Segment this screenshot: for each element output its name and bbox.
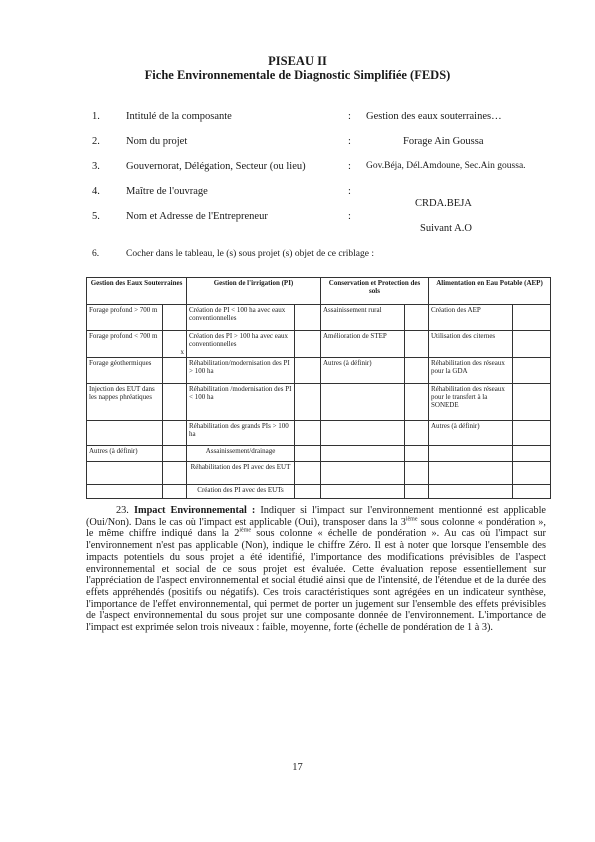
field-colon: : <box>348 111 351 122</box>
checkbox-cell[interactable] <box>163 421 187 446</box>
checkbox-cell[interactable] <box>295 484 321 498</box>
checkbox-cell[interactable] <box>163 304 187 331</box>
table-cell: Réhabilitation des grands PIs > 100 ha <box>187 421 295 446</box>
table-row <box>87 304 551 331</box>
field-label: Maître de l'ouvrage <box>126 186 208 197</box>
instruction-line <box>92 249 374 259</box>
table-row <box>87 484 551 498</box>
criblage-table <box>86 277 551 499</box>
checkbox-cell[interactable] <box>405 462 429 485</box>
checkbox-cell[interactable] <box>513 462 551 485</box>
table-cell <box>87 421 163 446</box>
table-cell <box>321 421 405 446</box>
field-number: 5. <box>92 211 100 222</box>
table-cell: Réhabilitation des PI avec des EUT <box>187 462 295 485</box>
checkbox-cell[interactable] <box>163 484 187 498</box>
checkbox-cell[interactable] <box>405 304 429 331</box>
field-number: 3. <box>92 161 100 172</box>
checkbox-cell[interactable] <box>513 484 551 498</box>
checkbox-cell[interactable] <box>405 331 429 358</box>
checkbox-cell[interactable] <box>163 445 187 461</box>
table-cell: Utilisation des citernes <box>429 331 513 358</box>
table-cell: Création de PI < 100 ha avec eaux conventionnelles <box>187 304 295 331</box>
table-cell: Réhabilitation des réseaux pour le transfert à la SONEDE <box>429 384 513 421</box>
paragraph-text: Indiquer si l'impact sur l'environnement mentionné est applicable (Oui/Non). Dans le cas où l'impact est applicable (Oui), transposer dans la 3 <box>86 505 546 528</box>
checkbox-cell[interactable] <box>163 384 187 421</box>
checkbox-cell[interactable] <box>405 384 429 421</box>
table-row <box>87 331 551 358</box>
table-cell: Réhabilitation /modernisation des PI < 100 ha <box>187 384 295 421</box>
table-cell: Création des AEP <box>429 304 513 331</box>
checkbox-cell[interactable] <box>405 357 429 384</box>
checkbox-cell[interactable] <box>295 357 321 384</box>
checkbox-cell[interactable] <box>513 445 551 461</box>
table-cell <box>321 484 405 498</box>
field-value: Gestion des eaux souterraines… <box>366 111 502 122</box>
table-cell <box>321 384 405 421</box>
table-cell: Forage géothermiques <box>87 357 163 384</box>
impact-paragraph <box>86 505 546 634</box>
checkbox-cell[interactable] <box>405 421 429 446</box>
table-cell: Autres (à définir) <box>87 445 163 461</box>
field-value: Suivant A.O <box>420 223 472 234</box>
paragraph-number: 23. <box>116 505 129 516</box>
table-cell: Forage profond < 700 m <box>87 331 163 358</box>
field-number: 4. <box>92 186 100 197</box>
instruction-text: Cocher dans le tableau, le (s) sous projet (s) objet de ce criblage : <box>126 249 374 259</box>
superscript: ième <box>405 516 418 523</box>
instruction-number: 6. <box>92 249 100 259</box>
table-cell: Autres (à définir) <box>321 357 405 384</box>
field-colon: : <box>348 186 351 197</box>
table-row <box>87 357 551 384</box>
checkbox-cell[interactable] <box>295 445 321 461</box>
checkbox-cell[interactable] <box>295 421 321 446</box>
field-label: Intitulé de la composante <box>126 111 232 122</box>
checkbox-cell[interactable] <box>513 331 551 358</box>
table-cell: Réhabilitation/modernisation des PI > 100 ha <box>187 357 295 384</box>
field-colon: : <box>348 161 351 172</box>
table-cell <box>321 445 405 461</box>
checkbox-cell[interactable] <box>513 421 551 446</box>
table-cell <box>429 462 513 485</box>
checkbox-cell[interactable] <box>295 331 321 358</box>
table-header: Alimentation en Eau Potable (AEP) <box>429 278 551 305</box>
table-cell: Création des PI avec des EUTs <box>187 484 295 498</box>
checkbox-cell[interactable] <box>295 384 321 421</box>
table-cell: Réhabilitation des réseaux pour la GDA <box>429 357 513 384</box>
checkbox-cell[interactable] <box>295 462 321 485</box>
field-value: Forage Ain Goussa <box>403 136 484 147</box>
table-header: Gestion des Eaux Souterraines <box>87 278 187 305</box>
checkbox-cell[interactable] <box>163 462 187 485</box>
paragraph-text: sous colonne « pondération », le même chiffre indiqué dans la 2 <box>86 516 546 540</box>
table-row <box>87 384 551 421</box>
field-label: Nom du projet <box>126 136 188 147</box>
table-cell: Assainissement rural <box>321 304 405 331</box>
table-cell <box>87 462 163 485</box>
table-header-row <box>87 278 551 305</box>
table-cell: Forage profond > 700 m <box>87 304 163 331</box>
document-subtitle: Fiche Environnementale de Diagnostic Simplifiée (FEDS) <box>144 68 451 82</box>
table-cell <box>321 462 405 485</box>
table-cell: Amélioration de STEP <box>321 331 405 358</box>
field-value: CRDA.BEJA <box>415 198 472 209</box>
table-cell <box>429 445 513 461</box>
field-label: Nom et Adresse de l'Entrepreneur <box>126 211 268 222</box>
checkbox-cell[interactable] <box>513 304 551 331</box>
field-value: Gov.Béja, Dél.Amdoune, Sec.Ain goussa. <box>366 161 526 171</box>
checkbox-cell[interactable] <box>513 357 551 384</box>
table-header: Gestion de l'irrigation (PI) <box>187 278 321 305</box>
document-title: PISEAU II <box>268 54 327 68</box>
checkbox-cell[interactable] <box>163 357 187 384</box>
checkbox-cell[interactable] <box>295 304 321 331</box>
table-cell: Autres (à définir) <box>429 421 513 446</box>
paragraph-text: sous colonne « échelle de pondération ». Au cas où l'impact sur l'environnement n'est pas applicable (Non), indique le chiffre Zéro. Il est à noter que lorsque l'ensemble des impacts potentiels du sous projet a été identifié, l'importance des modifications prévisibles de l'aspect environnemental et social de ce sous projet est évaluée. Cette évaluation repose essentiellement sur l'appréciation de l'aspect environnemental et social étudié ainsi que de l'intensité, de l'étendue et de la durée des effets appréhendés (positifs ou négatifs). Ces trois caractéristiques sont agrégées en un indicateur synthèse, l'importance de l'effet environnemental, qui permet de porter un jugement sur l'ensemble des effets prévisibles de l'aspect environnemental du sous projet sur une composante donnée de l'environnement. L'importance de l'impact est exprimée selon trois niveaux : faible, moyenne, forte (échelle de pondération de 1 à 3). <box>86 528 546 634</box>
checkbox-cell[interactable]: x <box>163 331 187 358</box>
paragraph-heading: Impact Environnemental : <box>134 505 256 516</box>
field-colon: : <box>348 136 351 147</box>
page-number: 17 <box>292 762 303 773</box>
table-cell <box>87 484 163 498</box>
checkbox-cell[interactable] <box>513 384 551 421</box>
checkbox-cell[interactable] <box>405 484 429 498</box>
field-label: Gouvernorat, Délégation, Secteur (ou lieu) <box>126 161 306 172</box>
table-row <box>87 445 551 461</box>
table-cell: Création des PI > 100 ha avec eaux conventionnelles <box>187 331 295 358</box>
checkbox-cell[interactable] <box>405 445 429 461</box>
field-number: 1. <box>92 111 100 122</box>
table-cell <box>429 484 513 498</box>
table-row <box>87 421 551 446</box>
table-row <box>87 462 551 485</box>
field-colon: : <box>348 211 351 222</box>
table-cell: Assainissement/drainage <box>187 445 295 461</box>
table-cell: Injection des EUT dans les nappes phréatiques <box>87 384 163 421</box>
table-header: Conservation et Protection des sols <box>321 278 429 305</box>
superscript: ième <box>239 527 252 534</box>
field-number: 2. <box>92 136 100 147</box>
